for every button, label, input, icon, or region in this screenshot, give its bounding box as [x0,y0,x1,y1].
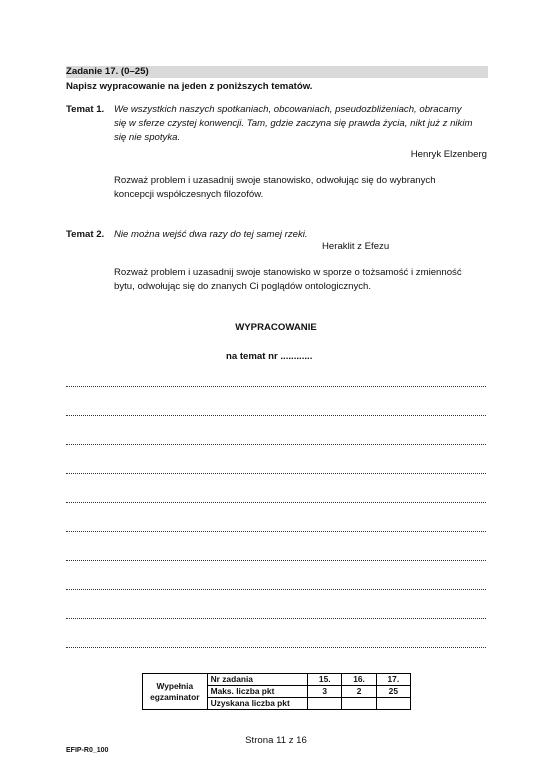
row-label-max-points: Maks. liczba pkt [207,686,308,698]
answer-line [66,618,486,619]
topic2-task [114,266,486,294]
answer-line [66,386,486,387]
earned-points-cell[interactable] [342,698,376,710]
earned-points-cell[interactable] [376,698,410,710]
essay-title: WYPRACOWANIE [235,322,317,333]
topic1-quote-line1: We wszystkich naszych spotkaniach, obcowaniach, pseudozbliżeniach, obracamy [114,104,462,115]
topic1-quote-line3: się nie spotyka. [114,132,181,143]
topic2-label: Temat 2. [66,229,105,240]
topic1-task-line2: koncepcji współczesnych filozofów. [114,189,264,200]
answer-line [66,647,486,648]
topic1-task-line1: Rozważ problem i uzasadnij swoje stanowisko, odwołując się do wybranych [114,175,436,186]
answer-line [66,560,486,561]
task-number-cell: 16. [342,674,376,686]
topic2-task-line2: bytu, odwołując się do znanych Ci poglądów ontologicznych. [114,281,372,292]
earned-points-cell[interactable] [308,698,342,710]
page-number: Strona 11 z 16 [245,735,307,746]
topic1-quote [114,103,486,145]
task-header: Zadanie 17. (0–25) [66,66,149,77]
topic1-label: Temat 1. [66,104,105,115]
topic2-author: Heraklit z Efezu [322,241,390,252]
topic1-author: Henryk Elzenberg [410,149,487,160]
max-points-cell: 25 [376,686,410,698]
answer-line [66,589,486,590]
examiner-label: Wypełnia egzaminator [143,674,208,710]
topic2-quote: Nie można wejść dwa razy do tej samej rzeki. [114,229,308,240]
task-header-bar [66,66,488,78]
document-code: EFIP-R0_100 [66,747,109,754]
row-label-earned-points: Uzyskana liczba pkt [207,698,308,710]
topic-number-field: na temat nr ............ [226,351,313,362]
answer-line [66,502,486,503]
answer-line [66,444,486,445]
max-points-cell: 3 [308,686,342,698]
topic1-quote-line2: się w sferze czystej konwencji. Tam, gdzie zaczyna się prawda życia, nikt już z nikim [114,118,473,129]
topic1-task [114,174,486,202]
grading-table [142,673,411,710]
topic2-task-line1: Rozważ problem i uzasadnij swoje stanowisko w sporze o tożsamość i zmienność [114,267,462,278]
task-number-cell: 17. [376,674,410,686]
task-number-cell: 15. [308,674,342,686]
answer-line [66,531,486,532]
max-points-cell: 2 [342,686,376,698]
answer-line [66,415,486,416]
task-instruction: Napisz wypracowanie na jeden z poniższych tematów. [66,81,313,92]
answer-line [66,473,486,474]
row-label-task-number: Nr zadania [207,674,308,686]
